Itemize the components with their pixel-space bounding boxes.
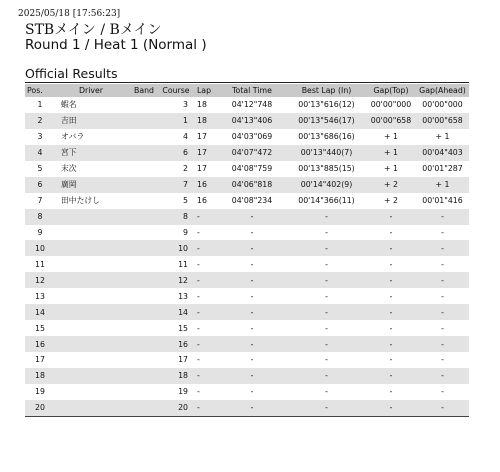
lap-cell: 18 bbox=[197, 100, 207, 110]
pos-cell: 18 bbox=[25, 368, 55, 384]
pos-cell: 12 bbox=[25, 272, 55, 288]
best-lap-cell: 00'14"402(9) bbox=[287, 177, 366, 193]
pos-cell: 7 bbox=[37, 196, 43, 206]
section-title: Official Results bbox=[25, 66, 118, 81]
course-cell: 12 bbox=[161, 272, 191, 288]
best-lap-cell: - bbox=[287, 336, 366, 352]
lap-cell: - bbox=[191, 400, 217, 416]
total-time-cell: - bbox=[250, 323, 254, 333]
pos-cell: 13 bbox=[35, 291, 45, 301]
pos-cell: 15 bbox=[35, 323, 45, 333]
driver-cell: オバラ bbox=[61, 132, 85, 142]
pos-cell: 20 bbox=[25, 400, 55, 416]
gap-ahead-cell: - bbox=[416, 368, 469, 384]
table-row bbox=[25, 384, 469, 400]
gap-ahead-cell: - bbox=[416, 400, 469, 416]
pos-cell: 4 bbox=[25, 145, 55, 161]
total-time-cell: - bbox=[217, 240, 287, 256]
table-row bbox=[25, 352, 469, 368]
course-cell: 6 bbox=[161, 145, 191, 161]
total-time-cell: - bbox=[250, 355, 254, 365]
total-time-cell: - bbox=[217, 400, 287, 416]
lap-cell: 18 bbox=[191, 113, 217, 129]
band-cell bbox=[127, 368, 161, 384]
driver-cell bbox=[55, 288, 127, 304]
lap-cell: - bbox=[197, 227, 200, 237]
gap-ahead-cell: 00'00"658 bbox=[416, 113, 469, 129]
pos-cell: 11 bbox=[35, 259, 45, 269]
course-cell: 17 bbox=[178, 355, 188, 365]
gap-top-cell: + 1 bbox=[366, 145, 416, 161]
gap-top-cell: 00'00"000 bbox=[370, 100, 412, 110]
gap-ahead-cell: + 1 bbox=[435, 132, 450, 142]
gap-top-cell: + 2 bbox=[384, 196, 398, 206]
course-cell: 19 bbox=[178, 387, 188, 397]
total-time-cell: - bbox=[217, 368, 287, 384]
course-cell: 8 bbox=[161, 209, 191, 225]
course-cell: 13 bbox=[178, 291, 188, 301]
total-time-cell: 04'12"748 bbox=[231, 100, 273, 110]
pos-cell: 16 bbox=[25, 336, 55, 352]
total-time-cell: 04'08"759 bbox=[231, 164, 273, 174]
col-header-gap-ahead: Gap(Ahead) bbox=[416, 84, 469, 97]
gap-top-cell: - bbox=[366, 400, 416, 416]
gap-ahead-cell: - bbox=[416, 240, 469, 256]
driver-cell: 田中たけし bbox=[61, 196, 100, 206]
best-lap-cell: - bbox=[287, 272, 366, 288]
best-lap-cell: - bbox=[325, 355, 328, 365]
driver-cell: 廣岡 bbox=[55, 177, 127, 193]
gap-ahead-cell: - bbox=[441, 291, 444, 301]
gap-top-cell: - bbox=[366, 304, 416, 320]
course-cell: 10 bbox=[161, 240, 191, 256]
best-lap-cell: - bbox=[287, 400, 366, 416]
driver-cell: 末次 bbox=[61, 164, 77, 174]
gap-ahead-cell: 00'00"000 bbox=[422, 100, 463, 110]
total-time-cell: - bbox=[250, 291, 254, 301]
table-row bbox=[25, 288, 469, 304]
pos-cell: 1 bbox=[37, 100, 43, 110]
band-cell bbox=[127, 177, 161, 193]
best-lap-cell: 00'13"686(16) bbox=[298, 132, 355, 142]
table-row bbox=[25, 113, 469, 129]
best-lap-cell: - bbox=[325, 227, 328, 237]
gap-ahead-cell: 00'01"287 bbox=[422, 164, 463, 174]
table-row bbox=[25, 193, 469, 209]
col-header-band: Band bbox=[127, 84, 161, 97]
band-cell bbox=[127, 209, 161, 225]
band-cell bbox=[127, 384, 161, 400]
best-lap-cell: - bbox=[325, 291, 328, 301]
table-row bbox=[25, 145, 469, 161]
band-cell bbox=[127, 304, 161, 320]
driver-cell bbox=[55, 368, 127, 384]
gap-top-cell: - bbox=[389, 355, 393, 365]
course-cell: 7 bbox=[161, 177, 191, 193]
pos-cell: 19 bbox=[35, 387, 45, 397]
col-header-course: Course bbox=[162, 86, 190, 95]
lap-cell: - bbox=[197, 259, 200, 269]
gap-ahead-cell: - bbox=[416, 272, 469, 288]
best-lap-cell: - bbox=[287, 368, 366, 384]
driver-cell: 宮下 bbox=[55, 145, 127, 161]
driver-cell bbox=[55, 225, 127, 241]
driver-cell bbox=[55, 336, 127, 352]
table-row bbox=[25, 256, 469, 272]
band-cell bbox=[127, 193, 161, 209]
gap-top-cell: - bbox=[389, 227, 393, 237]
table-row bbox=[25, 272, 469, 288]
band-cell bbox=[127, 400, 161, 416]
col-header-gap-top: Gap(Top) bbox=[366, 84, 416, 97]
band-cell bbox=[127, 336, 161, 352]
total-time-cell: 04'03"069 bbox=[231, 132, 273, 142]
band-cell bbox=[127, 320, 161, 336]
gap-ahead-cell: 00'04"403 bbox=[416, 145, 469, 161]
lap-cell: - bbox=[197, 387, 200, 397]
lap-cell: 17 bbox=[197, 132, 207, 142]
event-title: STBメイン / Bメイン bbox=[25, 22, 162, 38]
band-cell bbox=[127, 240, 161, 256]
table-row bbox=[25, 161, 469, 177]
gap-ahead-cell: - bbox=[441, 323, 444, 333]
total-time-cell: 04'06"818 bbox=[217, 177, 287, 193]
best-lap-cell: - bbox=[325, 387, 328, 397]
lap-cell: - bbox=[197, 323, 200, 333]
pos-cell: 3 bbox=[37, 132, 43, 142]
course-cell: 9 bbox=[183, 227, 188, 237]
course-cell: 2 bbox=[183, 164, 188, 174]
col-header-driver: Driver bbox=[55, 84, 127, 97]
total-time-cell: - bbox=[250, 259, 254, 269]
gap-ahead-cell: - bbox=[441, 227, 444, 237]
lap-cell: - bbox=[191, 240, 217, 256]
table-header-row bbox=[25, 84, 469, 97]
gap-ahead-cell: 00'01"416 bbox=[422, 196, 463, 206]
course-cell: 15 bbox=[178, 323, 188, 333]
best-lap-cell: - bbox=[325, 259, 328, 269]
col-header-total-time: Total Time bbox=[217, 84, 287, 97]
driver-cell bbox=[55, 256, 127, 272]
total-time-cell: - bbox=[250, 387, 254, 397]
col-header-best-lap: Best Lap (In) bbox=[287, 84, 366, 97]
course-cell: 14 bbox=[161, 304, 191, 320]
band-cell bbox=[127, 256, 161, 272]
total-time-cell: - bbox=[217, 209, 287, 225]
print-timestamp: 2025/05/18 [17:56:23] bbox=[18, 9, 121, 19]
lap-cell: - bbox=[191, 336, 217, 352]
best-lap-cell: 00'13"616(12) bbox=[298, 100, 355, 110]
best-lap-cell: - bbox=[287, 304, 366, 320]
lap-cell: 16 bbox=[197, 196, 207, 206]
col-header-lap: Lap bbox=[191, 84, 217, 97]
course-cell: 4 bbox=[183, 132, 188, 142]
lap-cell: 16 bbox=[191, 177, 217, 193]
driver-cell bbox=[55, 272, 127, 288]
table-row bbox=[25, 209, 469, 225]
driver-cell bbox=[55, 240, 127, 256]
table-row bbox=[25, 400, 469, 416]
band-cell bbox=[127, 161, 161, 177]
course-cell: 20 bbox=[161, 400, 191, 416]
table-row bbox=[25, 368, 469, 384]
best-lap-cell: 00'13"440(7) bbox=[287, 145, 366, 161]
course-cell: 1 bbox=[161, 113, 191, 129]
table-row bbox=[25, 129, 469, 145]
driver-cell bbox=[55, 209, 127, 225]
best-lap-cell: - bbox=[325, 323, 328, 333]
driver-cell: 吉田 bbox=[55, 113, 127, 129]
table-row bbox=[25, 320, 469, 336]
best-lap-cell: 00'14"366(11) bbox=[298, 196, 355, 206]
gap-top-cell: 00'00"658 bbox=[366, 113, 416, 129]
table-row bbox=[25, 240, 469, 256]
total-time-cell: - bbox=[217, 336, 287, 352]
title-divider bbox=[25, 82, 469, 83]
pos-cell: 8 bbox=[25, 209, 55, 225]
table-row bbox=[25, 336, 469, 352]
course-cell: 3 bbox=[183, 100, 188, 110]
total-time-cell: - bbox=[217, 304, 287, 320]
band-cell bbox=[127, 113, 161, 129]
pos-cell: 2 bbox=[25, 113, 55, 129]
course-cell: 11 bbox=[178, 259, 188, 269]
gap-ahead-cell: - bbox=[416, 304, 469, 320]
pos-cell: 5 bbox=[37, 164, 43, 174]
gap-top-cell: - bbox=[389, 259, 393, 269]
total-time-cell: - bbox=[217, 272, 287, 288]
gap-top-cell: - bbox=[366, 209, 416, 225]
table-row bbox=[25, 304, 469, 320]
best-lap-cell: 00'13"546(17) bbox=[287, 113, 366, 129]
pos-cell: 14 bbox=[25, 304, 55, 320]
course-cell: 16 bbox=[161, 336, 191, 352]
table-row bbox=[25, 97, 469, 113]
gap-ahead-cell: - bbox=[441, 387, 444, 397]
results-table bbox=[25, 84, 469, 417]
round-heat-title: Round 1 / Heat 1 (Normal ) bbox=[25, 37, 207, 53]
pos-cell: 6 bbox=[25, 177, 55, 193]
gap-top-cell: + 2 bbox=[366, 177, 416, 193]
driver-cell bbox=[55, 320, 127, 336]
gap-top-cell: + 1 bbox=[384, 164, 398, 174]
lap-cell: - bbox=[191, 209, 217, 225]
driver-cell bbox=[55, 352, 127, 368]
lap-cell: - bbox=[191, 368, 217, 384]
table-row bbox=[25, 177, 469, 193]
total-time-cell: 04'08"234 bbox=[231, 196, 273, 206]
gap-top-cell: - bbox=[389, 291, 393, 301]
pos-cell: 9 bbox=[37, 227, 43, 237]
gap-ahead-cell: + 1 bbox=[416, 177, 469, 193]
band-cell bbox=[127, 352, 161, 368]
best-lap-cell: - bbox=[287, 209, 366, 225]
gap-ahead-cell: - bbox=[441, 259, 444, 269]
gap-top-cell: - bbox=[366, 272, 416, 288]
lap-cell: - bbox=[197, 291, 200, 301]
total-time-cell: 04'07"472 bbox=[217, 145, 287, 161]
gap-top-cell: - bbox=[389, 387, 393, 397]
gap-ahead-cell: - bbox=[441, 355, 444, 365]
band-cell bbox=[127, 272, 161, 288]
band-cell bbox=[127, 288, 161, 304]
pos-cell: 10 bbox=[25, 240, 55, 256]
gap-ahead-cell: - bbox=[416, 336, 469, 352]
gap-top-cell: - bbox=[366, 368, 416, 384]
total-time-cell: 04'13"406 bbox=[217, 113, 287, 129]
gap-ahead-cell: - bbox=[416, 209, 469, 225]
lap-cell: - bbox=[197, 355, 200, 365]
lap-cell: 17 bbox=[197, 164, 207, 174]
col-header-pos: Pos. bbox=[25, 84, 55, 97]
driver-cell: 蝦名 bbox=[61, 100, 77, 110]
course-cell: 5 bbox=[183, 196, 188, 206]
band-cell bbox=[127, 145, 161, 161]
driver-cell bbox=[55, 400, 127, 416]
lap-cell: 17 bbox=[191, 145, 217, 161]
band-cell bbox=[127, 225, 161, 241]
pos-cell: 17 bbox=[35, 355, 45, 365]
gap-top-cell: - bbox=[366, 336, 416, 352]
band-cell bbox=[127, 97, 161, 113]
lap-cell: - bbox=[191, 272, 217, 288]
band-cell bbox=[127, 129, 161, 145]
total-time-cell: - bbox=[250, 227, 254, 237]
best-lap-cell: 00'13"885(15) bbox=[298, 164, 355, 174]
gap-top-cell: + 1 bbox=[384, 132, 398, 142]
gap-top-cell: - bbox=[389, 323, 393, 333]
driver-cell bbox=[55, 384, 127, 400]
table-row bbox=[25, 225, 469, 241]
driver-cell bbox=[55, 304, 127, 320]
gap-top-cell: - bbox=[366, 240, 416, 256]
lap-cell: - bbox=[191, 304, 217, 320]
course-cell: 18 bbox=[161, 368, 191, 384]
best-lap-cell: - bbox=[287, 240, 366, 256]
